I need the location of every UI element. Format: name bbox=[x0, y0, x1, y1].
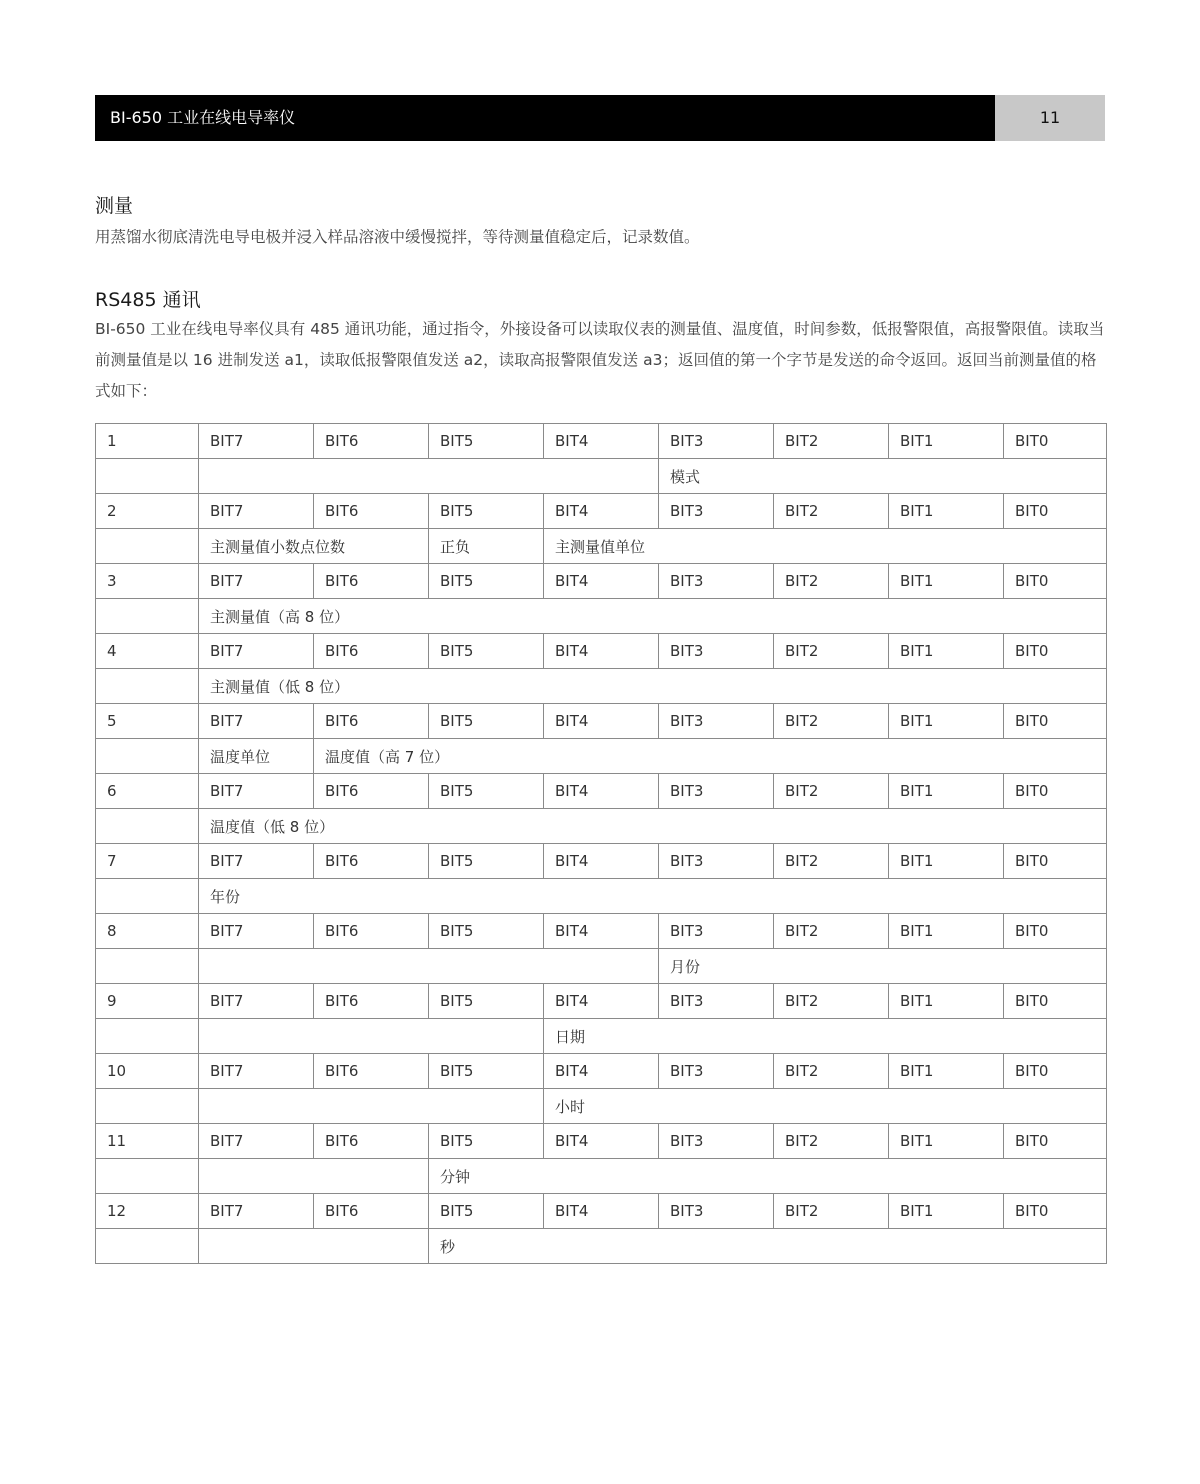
byte-bit-row bbox=[96, 704, 1107, 739]
empty-byte-cell bbox=[96, 1229, 199, 1264]
empty-byte-cell bbox=[96, 529, 199, 564]
bit-label-cell: BIT5 bbox=[429, 774, 544, 809]
bit-label-cell: BIT2 bbox=[774, 844, 889, 879]
bit-label-cell: BIT6 bbox=[314, 1054, 429, 1089]
bit-label-cell: BIT7 bbox=[199, 914, 314, 949]
empty-field-cell bbox=[199, 1019, 544, 1054]
field-description-cell: 温度值（高 7 位） bbox=[314, 739, 1107, 774]
page-header bbox=[95, 95, 1105, 141]
bit-label-cell: BIT7 bbox=[199, 844, 314, 879]
byte-description-row bbox=[96, 1159, 1107, 1194]
bit-label-cell: BIT3 bbox=[659, 494, 774, 529]
byte-bit-row bbox=[96, 1054, 1107, 1089]
bit-label-cell: BIT0 bbox=[1004, 634, 1107, 669]
bit-label-cell: BIT1 bbox=[889, 1124, 1004, 1159]
bit-label-cell: BIT5 bbox=[429, 494, 544, 529]
bit-label-cell: BIT5 bbox=[429, 424, 544, 459]
bit-label-cell: BIT1 bbox=[889, 494, 1004, 529]
byte-number-cell: 2 bbox=[96, 494, 199, 529]
bit-label-cell: BIT1 bbox=[889, 634, 1004, 669]
bit-label-cell: BIT5 bbox=[429, 914, 544, 949]
byte-description-row bbox=[96, 1229, 1107, 1264]
bit-label-cell: BIT7 bbox=[199, 1124, 314, 1159]
bit-label-cell: BIT6 bbox=[314, 774, 429, 809]
bit-label-cell: BIT4 bbox=[544, 1194, 659, 1229]
field-description-cell: 模式 bbox=[659, 459, 1107, 494]
byte-description-row bbox=[96, 739, 1107, 774]
header-title-bar bbox=[95, 95, 995, 141]
byte-number-cell: 5 bbox=[96, 704, 199, 739]
bit-label-cell: BIT3 bbox=[659, 1054, 774, 1089]
byte-number-cell: 9 bbox=[96, 984, 199, 1019]
bit-label-cell: BIT7 bbox=[199, 704, 314, 739]
bit-label-cell: BIT0 bbox=[1004, 704, 1107, 739]
field-description-cell: 年份 bbox=[199, 879, 1107, 914]
empty-byte-cell bbox=[96, 809, 199, 844]
byte-description-row bbox=[96, 1089, 1107, 1124]
empty-field-cell bbox=[199, 949, 659, 984]
bit-label-cell: BIT2 bbox=[774, 984, 889, 1019]
bit-label-cell: BIT1 bbox=[889, 1194, 1004, 1229]
bit-label-cell: BIT0 bbox=[1004, 984, 1107, 1019]
bit-label-cell: BIT2 bbox=[774, 1194, 889, 1229]
empty-field-cell bbox=[199, 1159, 429, 1194]
bit-label-cell: BIT5 bbox=[429, 564, 544, 599]
byte-number-cell: 10 bbox=[96, 1054, 199, 1089]
empty-byte-cell bbox=[96, 1159, 199, 1194]
bit-label-cell: BIT6 bbox=[314, 844, 429, 879]
bit-label-cell: BIT4 bbox=[544, 1054, 659, 1089]
bit-label-cell: BIT2 bbox=[774, 424, 889, 459]
bit-label-cell: BIT4 bbox=[544, 984, 659, 1019]
field-description-cell: 小时 bbox=[544, 1089, 1107, 1124]
bit-label-cell: BIT4 bbox=[544, 424, 659, 459]
field-description-cell: 秒 bbox=[429, 1229, 1107, 1264]
byte-number-cell: 12 bbox=[96, 1194, 199, 1229]
bit-label-cell: BIT1 bbox=[889, 704, 1004, 739]
field-description-cell: 主测量值（低 8 位） bbox=[199, 669, 1107, 704]
empty-byte-cell bbox=[96, 949, 199, 984]
bit-label-cell: BIT0 bbox=[1004, 914, 1107, 949]
bit-label-cell: BIT2 bbox=[774, 914, 889, 949]
bit-label-cell: BIT4 bbox=[544, 494, 659, 529]
empty-byte-cell bbox=[96, 599, 199, 634]
document-title: BI-650 工业在线电导率仪 bbox=[110, 108, 296, 127]
field-description-cell: 主测量值单位 bbox=[544, 529, 1107, 564]
bit-label-cell: BIT6 bbox=[314, 914, 429, 949]
byte-description-row bbox=[96, 949, 1107, 984]
bit-label-cell: BIT7 bbox=[199, 984, 314, 1019]
empty-byte-cell bbox=[96, 1019, 199, 1054]
rs485-heading: RS485 通讯 bbox=[95, 289, 201, 311]
bit-label-cell: BIT5 bbox=[429, 1124, 544, 1159]
bit-label-cell: BIT6 bbox=[314, 1194, 429, 1229]
bit-label-cell: BIT1 bbox=[889, 844, 1004, 879]
bit-label-cell: BIT2 bbox=[774, 1054, 889, 1089]
bit-label-cell: BIT3 bbox=[659, 1124, 774, 1159]
bit-label-cell: BIT1 bbox=[889, 774, 1004, 809]
bit-label-cell: BIT7 bbox=[199, 1054, 314, 1089]
bit-label-cell: BIT0 bbox=[1004, 424, 1107, 459]
bit-label-cell: BIT1 bbox=[889, 1054, 1004, 1089]
bit-label-cell: BIT4 bbox=[544, 634, 659, 669]
byte-bit-row bbox=[96, 424, 1107, 459]
bit-label-cell: BIT4 bbox=[544, 564, 659, 599]
bit-label-cell: BIT4 bbox=[544, 704, 659, 739]
rs485-paragraph: BI-650 工业在线电导率仪具有 485 通讯功能，通过指令，外接设备可以读取仪表的测量值、温度值，时间参数，低报警限值，高报警限值。读取当前测量值是以 16 进制发送 a1，读取低报警限值发送 a2，读取高报警限值发送 a3；返回值的第一个字节是发送的命令返回。返回当前测量值的格式如下： bbox=[95, 320, 1105, 400]
bit-label-cell: BIT0 bbox=[1004, 564, 1107, 599]
byte-description-row bbox=[96, 529, 1107, 564]
measurement-heading: 测量 bbox=[95, 195, 134, 217]
byte-number-cell: 1 bbox=[96, 424, 199, 459]
bit-label-cell: BIT3 bbox=[659, 1194, 774, 1229]
empty-byte-cell bbox=[96, 879, 199, 914]
bit-label-cell: BIT6 bbox=[314, 984, 429, 1019]
bit-label-cell: BIT1 bbox=[889, 914, 1004, 949]
bit-label-cell: BIT6 bbox=[314, 634, 429, 669]
empty-field-cell bbox=[199, 459, 659, 494]
byte-bit-row bbox=[96, 774, 1107, 809]
bit-label-cell: BIT2 bbox=[774, 774, 889, 809]
empty-field-cell bbox=[199, 1229, 429, 1264]
bit-label-cell: BIT3 bbox=[659, 844, 774, 879]
byte-description-row bbox=[96, 669, 1107, 704]
bit-label-cell: BIT6 bbox=[314, 704, 429, 739]
bit-label-cell: BIT5 bbox=[429, 634, 544, 669]
bit-label-cell: BIT5 bbox=[429, 844, 544, 879]
field-description-cell: 主测量值小数点位数 bbox=[199, 529, 429, 564]
bit-label-cell: BIT2 bbox=[774, 564, 889, 599]
bit-label-cell: BIT3 bbox=[659, 914, 774, 949]
field-description-cell: 温度值（低 8 位） bbox=[199, 809, 1107, 844]
bit-label-cell: BIT2 bbox=[774, 704, 889, 739]
response-format-table bbox=[95, 423, 1107, 1264]
empty-byte-cell bbox=[96, 669, 199, 704]
bit-label-cell: BIT0 bbox=[1004, 774, 1107, 809]
byte-number-cell: 8 bbox=[96, 914, 199, 949]
field-description-cell: 日期 bbox=[544, 1019, 1107, 1054]
byte-bit-row bbox=[96, 1124, 1107, 1159]
table-body bbox=[96, 424, 1107, 1264]
page-number-box bbox=[995, 95, 1105, 141]
byte-bit-row bbox=[96, 1194, 1107, 1229]
bit-label-cell: BIT6 bbox=[314, 494, 429, 529]
byte-bit-row bbox=[96, 564, 1107, 599]
bit-label-cell: BIT1 bbox=[889, 424, 1004, 459]
byte-bit-row bbox=[96, 634, 1107, 669]
bit-label-cell: BIT7 bbox=[199, 634, 314, 669]
bit-label-cell: BIT3 bbox=[659, 564, 774, 599]
measurement-paragraph: 用蒸馏水彻底清洗电导电极并浸入样品溶液中缓慢搅拌，等待测量值稳定后，记录数值。 bbox=[95, 228, 700, 246]
bit-label-cell: BIT7 bbox=[199, 1194, 314, 1229]
byte-description-row bbox=[96, 879, 1107, 914]
bit-label-cell: BIT5 bbox=[429, 704, 544, 739]
field-description-cell: 主测量值（高 8 位） bbox=[199, 599, 1107, 634]
field-description-cell: 分钟 bbox=[429, 1159, 1107, 1194]
bit-label-cell: BIT7 bbox=[199, 774, 314, 809]
byte-number-cell: 11 bbox=[96, 1124, 199, 1159]
byte-description-row bbox=[96, 1019, 1107, 1054]
bit-label-cell: BIT0 bbox=[1004, 1124, 1107, 1159]
empty-field-cell bbox=[199, 1089, 544, 1124]
bit-label-cell: BIT4 bbox=[544, 844, 659, 879]
byte-bit-row bbox=[96, 844, 1107, 879]
bit-label-cell: BIT0 bbox=[1004, 1194, 1107, 1229]
bit-label-cell: BIT7 bbox=[199, 424, 314, 459]
byte-number-cell: 4 bbox=[96, 634, 199, 669]
bit-label-cell: BIT6 bbox=[314, 564, 429, 599]
bit-label-cell: BIT5 bbox=[429, 984, 544, 1019]
bit-label-cell: BIT5 bbox=[429, 1194, 544, 1229]
byte-description-row bbox=[96, 599, 1107, 634]
bit-label-cell: BIT4 bbox=[544, 914, 659, 949]
bit-label-cell: BIT4 bbox=[544, 774, 659, 809]
bit-label-cell: BIT2 bbox=[774, 1124, 889, 1159]
empty-byte-cell bbox=[96, 459, 199, 494]
bit-label-cell: BIT3 bbox=[659, 424, 774, 459]
bit-label-cell: BIT0 bbox=[1004, 844, 1107, 879]
bit-label-cell: BIT6 bbox=[314, 424, 429, 459]
byte-number-cell: 7 bbox=[96, 844, 199, 879]
bit-label-cell: BIT7 bbox=[199, 494, 314, 529]
empty-byte-cell bbox=[96, 1089, 199, 1124]
field-description-cell: 月份 bbox=[659, 949, 1107, 984]
field-description-cell: 温度单位 bbox=[199, 739, 314, 774]
byte-bit-row bbox=[96, 494, 1107, 529]
bit-label-cell: BIT0 bbox=[1004, 494, 1107, 529]
bit-label-cell: BIT7 bbox=[199, 564, 314, 599]
bit-label-cell: BIT3 bbox=[659, 634, 774, 669]
bit-label-cell: BIT3 bbox=[659, 704, 774, 739]
empty-byte-cell bbox=[96, 739, 199, 774]
byte-bit-row bbox=[96, 914, 1107, 949]
bit-label-cell: BIT6 bbox=[314, 1124, 429, 1159]
bit-label-cell: BIT1 bbox=[889, 564, 1004, 599]
byte-description-row bbox=[96, 459, 1107, 494]
byte-number-cell: 6 bbox=[96, 774, 199, 809]
bit-label-cell: BIT1 bbox=[889, 984, 1004, 1019]
byte-number-cell: 3 bbox=[96, 564, 199, 599]
bit-label-cell: BIT5 bbox=[429, 1054, 544, 1089]
page-number: 11 bbox=[1039, 108, 1061, 127]
byte-bit-row bbox=[96, 984, 1107, 1019]
byte-description-row bbox=[96, 809, 1107, 844]
field-description-cell: 正负 bbox=[429, 529, 544, 564]
bit-label-cell: BIT3 bbox=[659, 774, 774, 809]
bit-label-cell: BIT2 bbox=[774, 494, 889, 529]
bit-label-cell: BIT4 bbox=[544, 1124, 659, 1159]
bit-label-cell: BIT2 bbox=[774, 634, 889, 669]
bit-label-cell: BIT3 bbox=[659, 984, 774, 1019]
bit-label-cell: BIT0 bbox=[1004, 1054, 1107, 1089]
